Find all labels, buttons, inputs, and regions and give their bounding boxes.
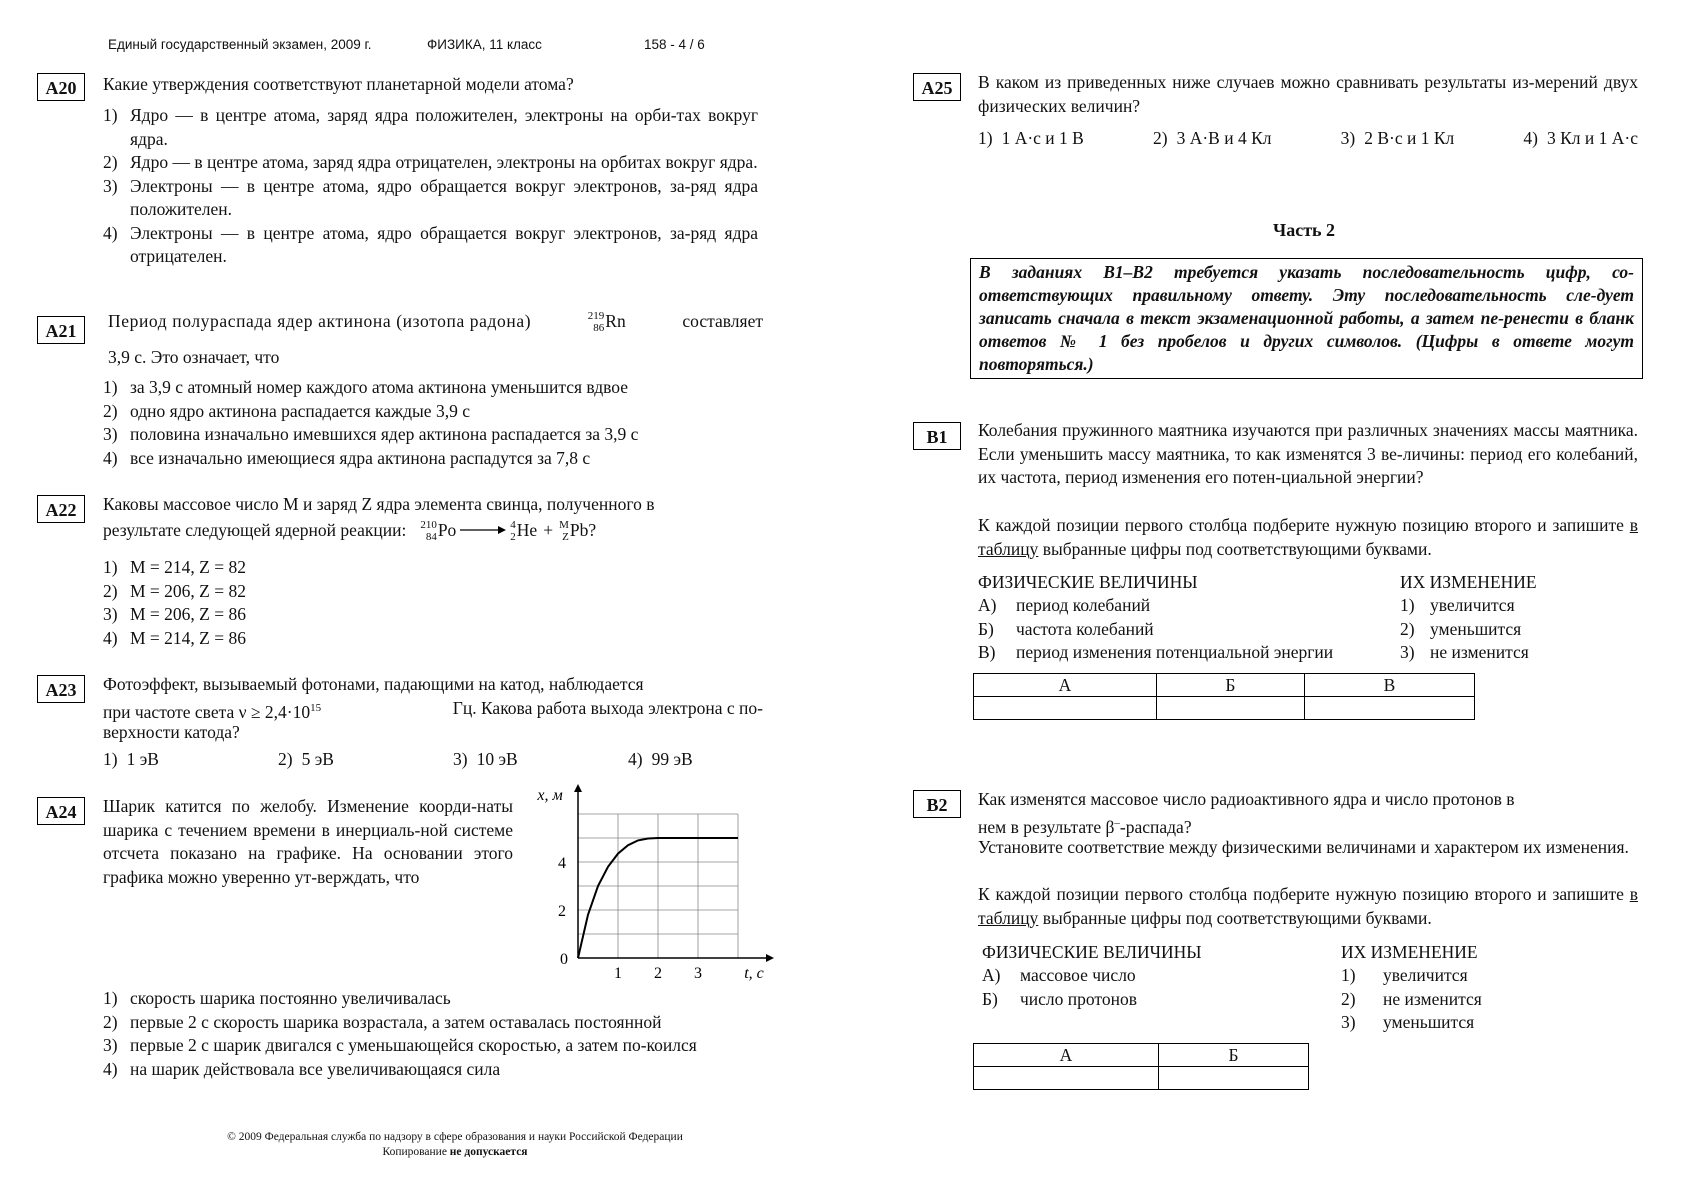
option-text: Ядро — в центре атома, заряд ядра отрицателен, электроны на орбитах вокруг ядра. [130,152,758,172]
y-axis-label: x, м [537,787,563,804]
b1-change [1400,618,1529,642]
option-text: половина изначально имевшихся ядер актинона распадается за 3,9 с [130,424,639,444]
item-key: В) [978,642,996,662]
question-a25: В каком из приведенных ниже случаев можно сравнивать результаты из-мерений двух физических величин? [978,72,1638,116]
option-number: 4) [628,749,643,769]
question-label-a21: А21 [37,316,85,344]
a22-option [103,580,503,604]
b2-item [982,964,1137,988]
a23-text-b: Гц. Какова работа выхода электрона с по- [452,698,763,718]
footer-copy-a: Копирование [382,1146,450,1158]
item-text: период колебаний [1016,595,1151,615]
b1-items [978,594,1333,665]
b2-answer-table [973,1043,1309,1090]
question-a21-line1 [108,310,763,334]
option-number: 4) [103,627,118,648]
x-axis-label: t, с [744,965,764,982]
item-key: 2) [1341,988,1356,1009]
question-label-a25: А25 [913,73,961,101]
a20-option [103,222,758,269]
b1-answer-cell[interactable] [974,697,1157,720]
b2-items [982,964,1137,1011]
a21-text-part2: составляет [682,311,763,332]
option-text: M = 214, Z = 82 [130,557,246,577]
option-text: 10 эВ [476,749,518,769]
option-number: 2) [103,580,118,601]
options-a21 [103,376,763,470]
b1-col2-header: ИХ ИЗМЕНЕНИЕ [1400,572,1537,592]
option-number: 2) [103,152,118,172]
option-number: 1) [103,105,118,125]
question-a20: Какие утверждения соответствуют планетарной модели атома? [103,74,574,94]
x-tick-label: 1 [614,965,622,982]
part2-instructions: В заданиях В1–В2 требуется указать последовательность цифр, со-ответствующих правильному ответу. Эту последовательность сле-дует записать сначала в текст экзаменационной работы, а затем пе-ренести в бланк ответов № 1 без пробелов и других символов. (Цифры в ответе могут повторяться.) [970,258,1643,379]
item-key: 3) [1341,1012,1356,1032]
a23-exponent: 15 [310,702,322,714]
footer-copy-b: не допускается [449,1146,528,1158]
options-a24 [103,987,763,1081]
po-mass: 210 [420,519,437,531]
option-text: все изначально имеющиеся ядра актинона распадутся за 7,8 с [130,447,591,468]
b1-answer-table [973,673,1475,720]
nuclide-pb [559,519,596,543]
option-number: 1) [103,557,118,577]
b1-item [978,618,1333,642]
b1-answer-cell[interactable] [1304,697,1474,720]
x-tick-label: 3 [694,965,702,982]
a23-option [103,748,278,772]
option-text: M = 214, Z = 86 [130,627,246,648]
b2-header-cell: Б [1158,1044,1308,1067]
a22-text: результате следующей ядерной реакции: [103,520,407,541]
b2-change [1341,988,1482,1012]
b2-instr-a: К каждой позиции первого столбца подберите нужную позицию второго и запишите [978,884,1630,904]
option-number: 1) [103,988,118,1008]
coordinate-time-chart [525,787,765,982]
part2-title: Часть 2 [1273,220,1336,240]
options-a20 [103,104,758,269]
rn-mass: 219 [587,310,605,322]
a23-text-a: при частоте света ν ≥ 2,4·10 [103,701,311,722]
option-text: за 3,9 с атомный номер каждого атома актинона уменьшится вдвое [130,377,629,397]
b1-item [978,641,1333,665]
option-number: 3) [103,175,118,196]
subject-title: ФИЗИКА, 11 класс [427,37,542,52]
exam-title: Единый государственный экзамен, 2009 г. [108,37,372,52]
item-text: увеличится [1383,965,1468,985]
option-number: 3) [103,424,118,444]
b2-changes [1341,964,1482,1035]
nuclide-rn [588,310,626,334]
x-tick-label: 2 [654,965,662,982]
option-text: 2 В·с и 1 Кл [1364,128,1455,148]
a21-option [103,376,763,400]
question-b2-rest: Установите соответствие между физическими величинами и характером их изменения. [978,837,1629,857]
a21-option [103,447,763,471]
question-a22-line2: результате следующей ядерной реакции: 210 84 Po 4 2 He + M Z Pb? [103,519,597,543]
item-text: не изменится [1383,988,1482,1009]
item-text: уменьшится [1383,1012,1475,1032]
b1-instr-a: К каждой позиции первого столбца подберите нужную позицию второго и запишите [978,515,1630,535]
a24-option [103,1011,763,1035]
origin-label: 0 [560,951,568,968]
option-text: Электроны — в центре атома, ядро обращается вокруг электронов, за-ряд ядра отрицателен. [130,222,758,266]
option-text: Ядро — в центре атома, заряд ядра положителен, электроны на орби-тах вокруг ядра. [130,105,758,149]
b1-answer-cell[interactable] [1156,697,1304,720]
question-label-b1: В1 [913,422,961,450]
item-text: не изменится [1430,642,1529,662]
b2-text-a: нем в результате β [978,816,1115,837]
a22-option [103,603,503,627]
rn-charge: 86 [593,322,605,334]
a24-option [103,1058,763,1082]
item-key: 1) [1400,595,1415,615]
option-number: 1) [103,377,118,397]
b2-change [1341,964,1482,988]
option-number: 2) [103,1011,118,1032]
a23-option [628,748,803,772]
option-text: 3 Кл и 1 А·с [1546,128,1638,148]
option-text: первые 2 с шарик двигался с уменьшающейся скоростью, а затем по-коился [130,1035,697,1055]
b2-change [1341,1011,1482,1035]
footer-copy-notice [155,1145,755,1160]
option-text: M = 206, Z = 86 [130,604,246,624]
option-number: 3) [1340,128,1356,148]
pb-charge: Z [562,531,569,543]
item-text: уменьшится [1430,618,1522,639]
option-number: 3) [103,604,118,624]
question-a23-line3: верхности катода? [103,722,240,742]
question-label-a20: А20 [37,73,85,101]
po-symbol: Po [437,520,457,541]
x-axis-arrow-icon [766,954,774,962]
question-label-a22: А22 [37,495,85,523]
b2-answer-cell[interactable] [974,1067,1159,1090]
option-text: первые 2 с скорость шарика возрастала, а затем оставалась постоянной [130,1011,662,1032]
b1-change [1400,641,1529,665]
a20-option [103,175,758,222]
a22-option [103,556,503,580]
item-key: 3) [1400,642,1415,662]
a20-option [103,151,758,175]
option-number: 4) [103,1058,118,1079]
pb-symbol: Pb? [569,520,597,541]
b1-change [1400,594,1529,618]
option-text: Электроны — в центре атома, ядро обращается вокруг электронов, за-ряд ядра положителен. [130,175,758,219]
b2-text-b: -распада? [1119,816,1192,837]
a25-option [1153,127,1272,151]
option-number: 4) [103,222,118,243]
option-text: 3 А·В и 4 Кл [1176,128,1272,148]
item-text: число протонов [1020,988,1137,1009]
item-text: частота колебаний [1016,618,1154,639]
footer [155,1130,755,1160]
option-text: 5 эВ [301,749,334,769]
item-text: увеличится [1430,595,1515,615]
option-number: 3) [103,1035,118,1055]
a20-option [103,104,758,151]
b1-instr-b: выбранные цифры под соответствующими буквами. [1038,538,1432,559]
item-key: А) [982,965,1001,985]
pb-mass: M [559,519,569,531]
option-text: скорость шарика постоянно увеличивалась [130,988,451,1008]
a21-option [103,423,763,447]
option-text: 1 А·с и 1 В [1001,128,1084,148]
b2-col1-header: ФИЗИЧЕСКИЕ ВЕЛИЧИНЫ [982,942,1202,962]
b1-col1-header: ФИЗИЧЕСКИЕ ВЕЛИЧИНЫ [978,572,1198,592]
b1-header-cell: А [974,674,1157,697]
b1-table-link: в таблицу [978,515,1638,559]
option-number: 2) [103,400,118,421]
b2-col2-header: ИХ ИЗМЕНЕНИЕ [1341,942,1478,962]
a22-option [103,627,503,651]
a25-option [978,127,1084,151]
question-a22-line1: Каковы массовое число M и заряд Z ядра элемента свинца, полученного в [103,494,655,514]
a24-option [103,987,763,1011]
option-text: M = 206, Z = 82 [130,580,246,601]
b2-item [982,988,1137,1012]
option-number: 3) [453,749,468,769]
options-a25 [978,127,1638,151]
b1-changes [1400,594,1529,665]
question-b2-line1: Как изменятся массовое число радиоактивного ядра и число протонов в [978,789,1515,809]
b1-header-cell: В [1304,674,1474,697]
rn-symbol: Rn [605,311,626,332]
option-number: 1) [103,749,118,769]
a23-option [453,748,628,772]
a23-option [278,748,453,772]
question-a21-line2: 3,9 с. Это означает, что [108,347,280,367]
option-number: 2) [278,749,293,769]
item-key: 2) [1400,618,1415,639]
item-key: Б) [982,988,998,1009]
instructions-b2 [978,883,1638,930]
he-charge: 2 [510,531,516,543]
options-a22 [103,556,503,650]
instructions-b1 [978,514,1638,561]
a21-option [103,400,763,424]
option-number: 2) [1153,128,1168,148]
option-text: на шарик действовала все увеличивающаяся сила [130,1058,501,1079]
item-key: Б) [978,618,994,639]
b1-header-cell: Б [1156,674,1304,697]
question-label-b2: В2 [913,790,961,818]
b2-answer-cell[interactable] [1158,1067,1308,1090]
option-text: 1 эВ [126,749,159,769]
b2-table-link: в таблицу [978,884,1638,928]
options-a23 [103,748,803,772]
option-text: 99 эВ [651,749,693,769]
item-key: 1) [1341,965,1356,985]
question-a24: Шарик катится по желобу. Изменение коорди-наты шарика с течением времени в инерциаль-ной системе отсчета показано на графике. На основании этого графика можно уверенно ут-верждать, что [103,796,513,887]
nuclide-he [510,519,537,543]
po-charge: 84 [425,531,437,543]
b2-header-cell: А [974,1044,1159,1067]
b1-item [978,594,1333,618]
option-number: 1) [978,128,993,148]
b2-beta-sup: – [1114,817,1120,829]
option-number: 4) [1523,128,1538,148]
option-number: 4) [103,447,118,468]
reaction-arrow-icon [460,519,506,543]
he-mass: 4 [510,519,516,531]
y-tick-label: 4 [558,855,566,872]
question-label-a23: А23 [37,675,85,703]
question-b1: Колебания пружинного маятника изучаются при различных значениях массы маятника. Если уменьшить массу маятника, то как изменятся 3 ве-личины: период его колебаний, их частота, период изменения его потен-циальной энергии? [978,420,1638,487]
item-key: А) [978,595,997,615]
nuclide-po [420,519,456,543]
y-tick-label: 2 [558,903,566,920]
a21-text-part1: Период полураспада ядер актинона (изотопа радона) [108,311,532,332]
item-text: массовое число [1020,965,1136,985]
he-symbol: He [516,520,538,541]
option-text: одно ядро актинона распадается каждые 3,9 с [130,400,470,421]
b2-instr-b: выбранные цифры под соответствующими буквами. [1038,907,1432,928]
footer-copyright: © 2009 Федеральная служба по надзору в сфере образования и науки Российской Федерации [227,1131,683,1143]
question-a23-line1: Фотоэффект, вызываемый фотонами, падающими на катод, наблюдается [103,674,644,694]
a25-option [1523,127,1638,151]
y-axis-arrow-icon [574,784,582,792]
question-label-a24: А24 [37,797,85,825]
a24-option [103,1034,763,1058]
a25-option [1341,127,1455,151]
page-number: 158 - 4 / 6 [644,37,705,52]
item-text: период изменения потенциальной энергии [1016,642,1334,662]
